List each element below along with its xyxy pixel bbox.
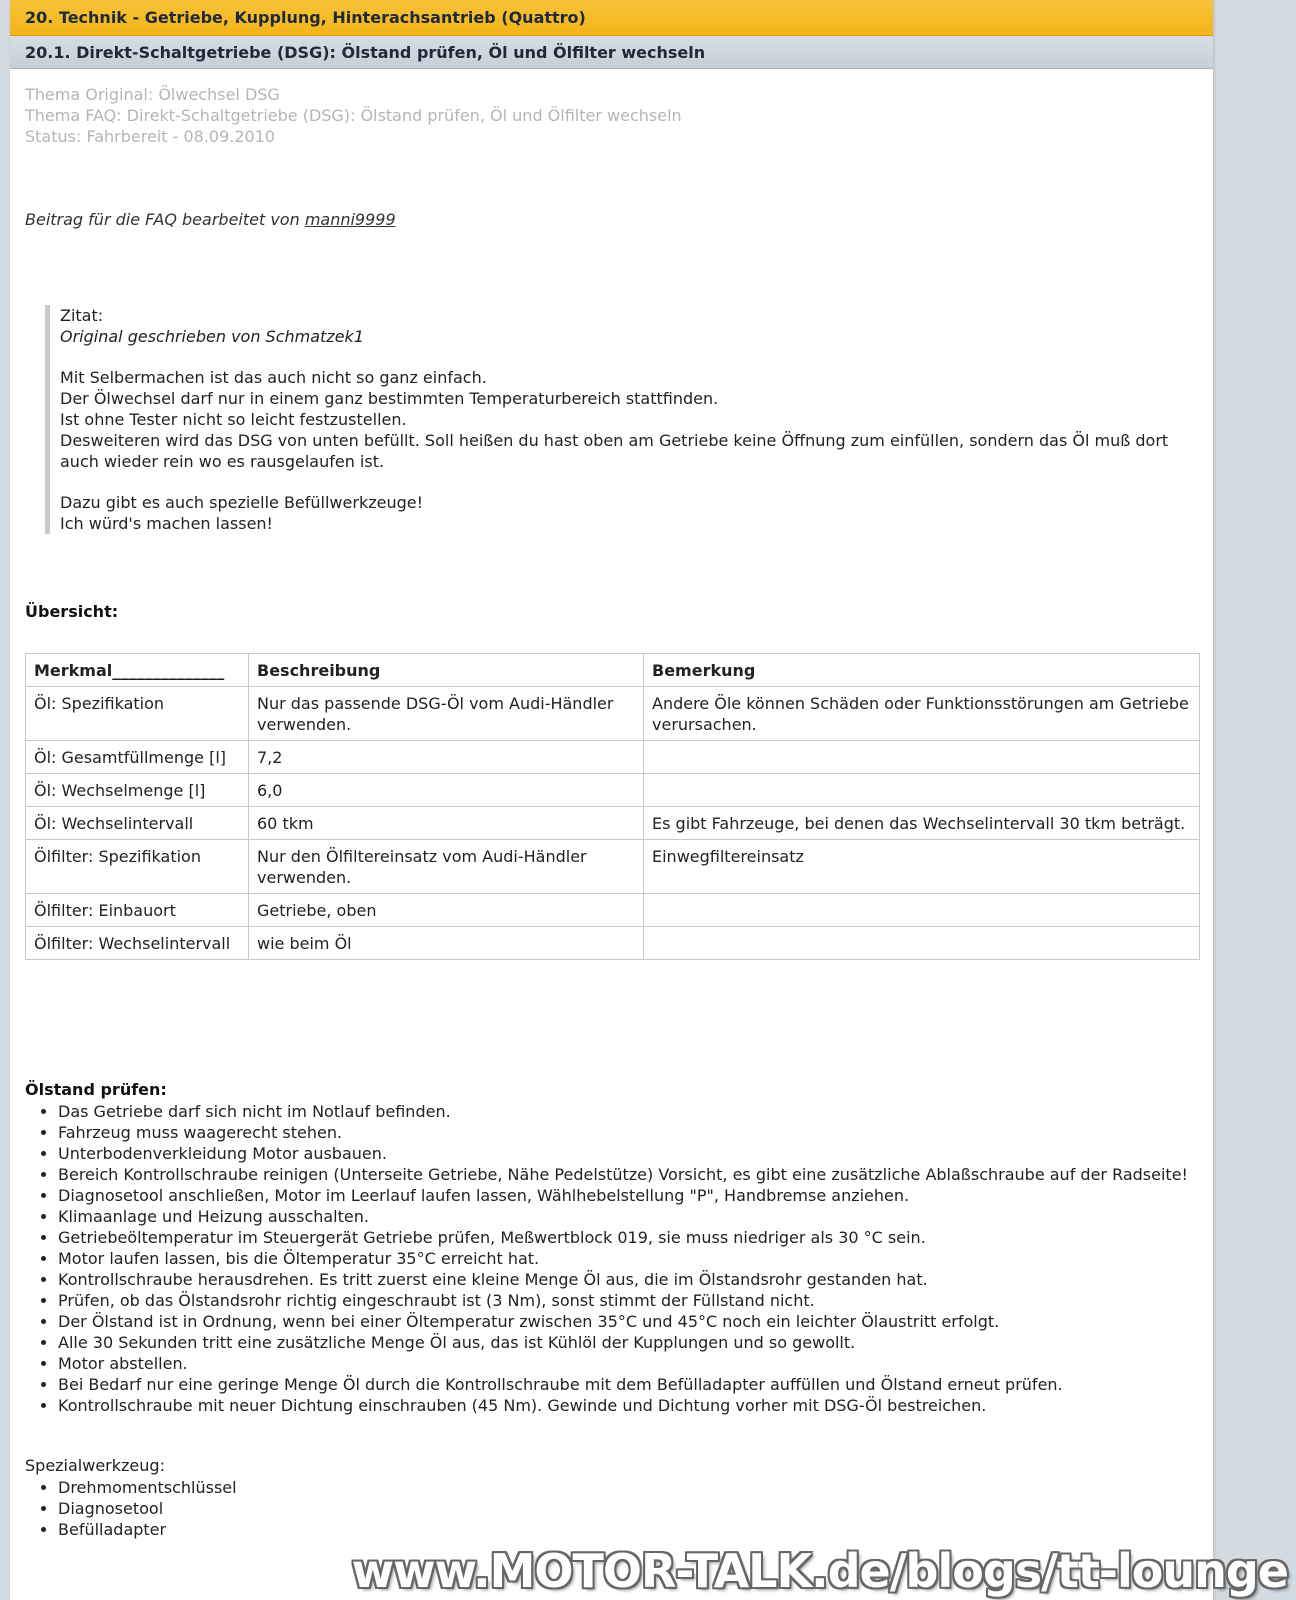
table-cell: Einwegfiltereinsatz <box>644 840 1200 894</box>
list-item: • Prüfen, ob das Ölstandsrohr richtig eingeschraubt ist (3 Nm), sonst stimmt der Füllstand nicht. <box>58 1290 1188 1311</box>
table-cell: Öl: Wechselmenge [l] <box>26 774 249 807</box>
edited-note <box>25 210 396 229</box>
list-item: • Fahrzeug muss waagerecht stehen. <box>58 1122 1188 1143</box>
list-item: • Unterbodenverkleidung Motor ausbauen. <box>58 1143 1188 1164</box>
table-cell: Ölfilter: Einbauort <box>26 894 249 927</box>
table-header: Beschreibung <box>249 654 644 687</box>
table-cell: Getriebe, oben <box>249 894 644 927</box>
table-cell: Nur das passende DSG-Öl vom Audi-Händler verwenden. <box>249 687 644 741</box>
table-cell: 6,0 <box>249 774 644 807</box>
quote-line: Ich würd's machen lassen! <box>60 514 273 533</box>
list-item: • Diagnosetool anschließen, Motor im Leerlauf laufen lassen, Wählhebelstellung "P", Handbremse anziehen. <box>58 1185 1188 1206</box>
oelstand-title: Ölstand prüfen: <box>25 1080 167 1099</box>
list-item: • Das Getriebe darf sich nicht im Notlauf befinden. <box>58 1101 1188 1122</box>
table-cell: 7,2 <box>249 741 644 774</box>
list-item: • Bei Bedarf nur eine geringe Menge Öl durch die Kontrollschraube mit dem Befülladapter auffüllen und Ölstand erneut prüfen. <box>58 1374 1188 1395</box>
list-item: • Kontrollschraube herausdrehen. Es tritt zuerst eine kleine Menge Öl aus, die im Ölstandsrohr gestanden hat. <box>58 1269 1188 1290</box>
table-cell: Andere Öle können Schäden oder Funktionsstörungen am Getriebe verursachen. <box>644 687 1200 741</box>
table-row <box>26 687 1200 741</box>
subsection-title: 20.1. Direkt-Schaltgetriebe (DSG): Ölstand prüfen, Öl und Ölfilter wechseln <box>25 42 706 62</box>
table-row <box>26 807 1200 840</box>
list-item: • Getriebeöltemperatur im Steuergerät Getriebe prüfen, Meßwertblock 019, sie muss niedriger als 30 °C sein. <box>58 1227 1188 1248</box>
edited-prefix: Beitrag für die FAQ bearbeitet von <box>25 210 305 229</box>
table-cell: Öl: Wechselintervall <box>26 807 249 840</box>
list-item: • Der Ölstand ist in Ordnung, wenn bei einer Öltemperatur zwischen 35°C und 45°C noch ein leichter Ölaustritt erfolgt. <box>58 1311 1188 1332</box>
overview-table <box>25 653 1200 960</box>
table-cell <box>644 927 1200 960</box>
table-cell: Ölfilter: Spezifikation <box>26 840 249 894</box>
thema-original: Thema Original: Ölwechsel DSG <box>25 85 280 104</box>
table-row <box>26 894 1200 927</box>
table-cell: Nur den Ölfiltereinsatz vom Audi-Händler verwenden. <box>249 840 644 894</box>
watermark: www.MOTOR-TALK.de/blogs/tt-lounge <box>351 1544 1288 1598</box>
quote-line: Dazu gibt es auch spezielle Befüllwerkzeuge! <box>60 493 423 512</box>
table-cell: Öl: Gesamtfüllmenge [l] <box>26 741 249 774</box>
table-header: Bemerkung <box>644 654 1200 687</box>
page <box>10 0 1213 1600</box>
list-item: • Motor laufen lassen, bis die Öltemperatur 35°C erreicht hat. <box>58 1248 1188 1269</box>
list-item: • Befülladapter <box>58 1519 1188 1540</box>
table-row <box>26 774 1200 807</box>
list-item: • Motor abstellen. <box>58 1353 1188 1374</box>
list-item: • Alle 30 Sekunden tritt eine zusätzliche Menge Öl aus, das ist Kühlöl der Kupplungen und so gewollt. <box>58 1332 1188 1353</box>
table-cell: Es gibt Fahrzeuge, bei denen das Wechselintervall 30 tkm beträgt. <box>644 807 1200 840</box>
table-header: Merkmal______________ <box>26 654 249 687</box>
table-cell: 60 tkm <box>249 807 644 840</box>
table-row <box>26 927 1200 960</box>
status-text: Status: Fahrbereit - 08.09.2010 <box>25 127 276 146</box>
table-row <box>26 741 1200 774</box>
table-cell <box>644 774 1200 807</box>
thread-meta <box>25 84 682 147</box>
oelstand-steps <box>25 1101 1188 1416</box>
subsection-header <box>10 36 1213 69</box>
spezialwerkzeug-list <box>25 1477 1188 1540</box>
table-header-row <box>26 654 1200 687</box>
thema-faq: Thema FAQ: Direkt-Schaltgetriebe (DSG): Ölstand prüfen, Öl und Ölfilter wechseln <box>25 106 682 125</box>
list-item: • Diagnosetool <box>58 1498 1188 1519</box>
list-item: • Bereich Kontrollschraube reinigen (Unterseite Getriebe, Nähe Pedelstütze) Vorsicht, es gibt eine zusätzliche Ablaßschraube auf der Radseite! <box>58 1164 1188 1185</box>
table-cell: wie beim Öl <box>249 927 644 960</box>
quote-author: Original geschrieben von Schmatzek1 <box>60 327 364 346</box>
overview-title: Übersicht: <box>25 602 119 621</box>
table-cell <box>644 894 1200 927</box>
section-header <box>10 0 1213 36</box>
list-item: • Drehmomentschlüssel <box>58 1477 1188 1498</box>
table-cell <box>644 741 1200 774</box>
user-link[interactable]: manni9999 <box>304 210 396 229</box>
quote-line: Mit Selbermachen ist das auch nicht so ganz einfach. <box>60 368 487 387</box>
table-cell: Ölfilter: Wechselintervall <box>26 927 249 960</box>
quote-line: Der Ölwechsel darf nur in einem ganz bestimmten Temperaturbereich stattfinden. <box>60 389 719 408</box>
table-cell: Öl: Spezifikation <box>26 687 249 741</box>
table-row <box>26 840 1200 894</box>
quote-line: Ist ohne Tester nicht so leicht festzustellen. <box>60 410 407 429</box>
quote-line: Desweiteren wird das DSG von unten befüllt. Soll heißen du hast oben am Getriebe keine Öffnung zum einfüllen, sondern das Öl muß dort auch wieder rein wo es rausgelaufen ist. <box>60 431 1169 471</box>
spezialwerkzeug-title: Spezialwerkzeug: <box>25 1456 165 1475</box>
list-item: • Kontrollschraube mit neuer Dichtung einschrauben (45 Nm). Gewinde und Dichtung vorher mit DSG-Öl bestreichen. <box>58 1395 1188 1416</box>
section-title: 20. Technik - Getriebe, Kupplung, Hinterachsantrieb (Quattro) <box>25 8 586 27</box>
quote-label: Zitat: <box>60 306 104 325</box>
quote-block <box>45 305 1185 534</box>
list-item: • Klimaanlage und Heizung ausschalten. <box>58 1206 1188 1227</box>
